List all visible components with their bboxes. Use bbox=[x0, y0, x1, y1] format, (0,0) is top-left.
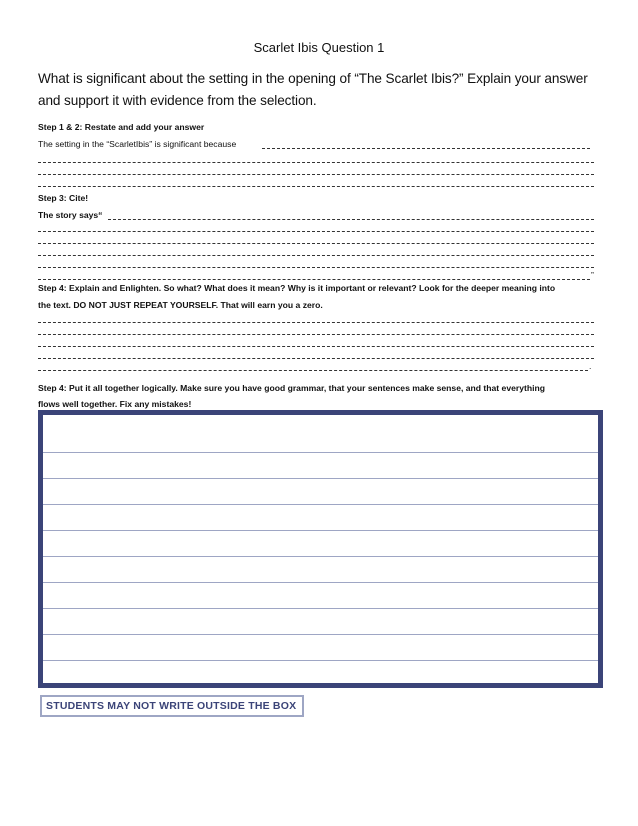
step-4-combine-instructions: flows well together. Fix any mistakes! bbox=[38, 399, 192, 409]
citation-line[interactable] bbox=[38, 279, 590, 280]
end-period: . bbox=[589, 361, 592, 371]
answer-line[interactable] bbox=[38, 162, 594, 163]
citation-line-inline[interactable] bbox=[108, 219, 594, 220]
explanation-line[interactable] bbox=[38, 370, 588, 371]
citation-line[interactable] bbox=[38, 231, 594, 232]
answer-line-inline-1[interactable] bbox=[262, 148, 590, 149]
explanation-line[interactable] bbox=[38, 358, 594, 359]
worksheet-title: Scarlet Ibis Question 1 bbox=[253, 40, 385, 55]
explanation-line[interactable] bbox=[38, 346, 594, 347]
citation-line[interactable] bbox=[38, 243, 594, 244]
step-1-2-heading: Step 1 & 2: Restate and add your answer bbox=[38, 122, 205, 132]
step-3-heading: Step 3: Cite! bbox=[38, 193, 89, 203]
citation-line[interactable] bbox=[38, 267, 594, 268]
question-prompt: What is significant about the setting in the opening of “The Scarlet Ibis?” Explain your answer and support it with evidence from the selection. bbox=[38, 71, 588, 108]
step-3-starter: The story says“ bbox=[38, 210, 103, 220]
closing-quote: ” bbox=[591, 270, 594, 280]
explanation-line[interactable] bbox=[38, 322, 594, 323]
write-inside-box-notice: STUDENTS MAY NOT WRITE OUTSIDE THE BOX bbox=[40, 695, 304, 717]
answer-box-rule bbox=[43, 530, 598, 531]
answer-box-rule bbox=[43, 660, 598, 661]
final-answer-box[interactable] bbox=[38, 410, 603, 688]
answer-box-rule bbox=[43, 634, 598, 635]
answer-box-rule bbox=[43, 556, 598, 557]
step-1-2-starter: The setting in the “ScarletIbis” is significant because bbox=[38, 139, 237, 149]
citation-line[interactable] bbox=[38, 255, 594, 256]
answer-line[interactable] bbox=[38, 186, 594, 187]
step-4-explain-warning: the text. DO NOT JUST REPEAT YOURSELF. That will earn you a zero. bbox=[38, 300, 323, 310]
answer-box-rule bbox=[43, 608, 598, 609]
answer-box-rule bbox=[43, 582, 598, 583]
answer-box-rule bbox=[43, 452, 598, 453]
step-4-explain-heading: Step 4: Explain and Enlighten. So what? What does it mean? Why is it important or relevant? Look for the deeper meaning into bbox=[38, 283, 556, 293]
answer-box-rule bbox=[43, 478, 598, 479]
step-4-combine-heading: Step 4: Put it all together logically. Make sure you have good grammar, that your sentences make sense, and that everything bbox=[38, 383, 546, 393]
answer-line[interactable] bbox=[38, 174, 594, 175]
answer-box-rule bbox=[43, 504, 598, 505]
explanation-line[interactable] bbox=[38, 334, 594, 335]
